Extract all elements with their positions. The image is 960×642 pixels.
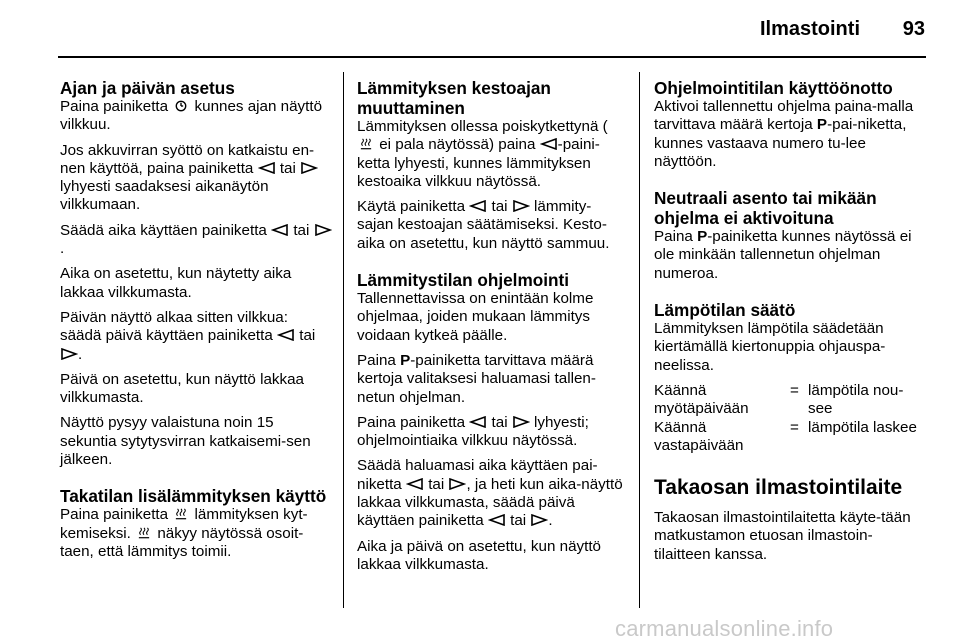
text: . [548, 512, 553, 530]
spacer [357, 260, 627, 270]
heater-icon [135, 527, 153, 539]
clock-icon [172, 100, 190, 112]
definition-description: lämpötila laskee [808, 418, 917, 436]
paragraph [60, 142, 332, 215]
paragraph: Takaosan ilmastointilaitetta käyte-tään matkustamon etuosan ilmastoin-tilaitteen kanssa. [654, 509, 911, 563]
paragraph [357, 198, 627, 253]
watermark: carmanualsonline.info [615, 616, 834, 641]
text: tai [295, 327, 316, 345]
text: Lämmityksen ollessa poiskytkettynä ( [357, 118, 608, 135]
paragraph [357, 118, 627, 191]
text: lyhyesti saadaksesi aikanäytön vilkkumaan. [60, 178, 269, 214]
text: lämmityksen kyt-kemiseksi. [60, 506, 308, 542]
definition-row [654, 382, 926, 419]
p-button-label: P [400, 351, 411, 369]
triangle-left-icon [540, 138, 558, 150]
triangle-left-icon [469, 200, 487, 212]
spacer [60, 476, 332, 486]
text: Käytä painiketta [357, 198, 470, 216]
heading-heating-programming: Lämmitystilan ohjelmointi [357, 270, 570, 291]
text: . [78, 345, 83, 363]
text: tai [289, 221, 314, 239]
heater-icon [172, 508, 190, 520]
text: tai [423, 475, 449, 493]
spacer [654, 178, 926, 188]
paragraph: Tallennettavissa on enintään kolme ohjelmaa, joiden mukaan lämmitys voidaan kytkeä päälle. [357, 290, 594, 344]
triangle-left-icon [406, 478, 424, 490]
paragraph [357, 352, 627, 407]
paragraph: Päivä on asetettu, kun näyttö lakkaa vilkkumasta. [60, 370, 305, 407]
text: ei pala näytössä) paina [375, 136, 540, 154]
definition-term: Käännä myötäpäivään [654, 381, 749, 418]
text: Säädä aika käyttäen painiketta [60, 221, 272, 239]
heater-icon [357, 138, 375, 150]
triangle-right-icon [512, 200, 530, 212]
heading-time-date-setting: Ajan ja päivän asetus [60, 78, 235, 98]
paragraph [60, 506, 332, 561]
triangle-right-icon [512, 416, 530, 428]
triangle-right-icon [60, 348, 78, 360]
page-number: 93 [902, 18, 925, 40]
text: , ja heti kun aika-näyttö lakkaa vilkkumasta, säädä päivä käyttäen painiketta [357, 475, 623, 530]
text: lämmity-sajan kestoajan säätämiseksi. Kesto-aika on asetettu, kun näyttö sammuu. [357, 198, 610, 252]
column-2 [357, 78, 627, 581]
paragraph: Näyttö pysyy valaistuna noin 15 sekuntia sytytysvirran katkaisemi-sen jälkeen. [60, 414, 311, 469]
heading-rear-heater: Takatilan lisälämmityksen käyttö [60, 486, 327, 507]
text: tai [275, 159, 301, 177]
triangle-left-icon [488, 514, 506, 526]
column-divider-2 [639, 72, 640, 608]
definition-term: Käännä vastapäivään [654, 418, 744, 454]
text: Paina [357, 351, 401, 369]
text: Päivän näyttö alkaa sitten vilkkua: säädä päivä käyttäen painiketta [60, 308, 288, 345]
triangle-right-icon [300, 162, 318, 174]
column-divider-1 [343, 72, 344, 608]
triangle-left-icon [469, 416, 487, 428]
paragraph [60, 309, 332, 364]
paragraph: Lämmityksen lämpötila säädetään kiertämällä kiertonuppia ohjauspa-neelissa. [654, 320, 886, 374]
column-1 [60, 78, 332, 568]
triangle-right-icon [530, 514, 548, 526]
paragraph [357, 414, 627, 451]
paragraph [60, 222, 332, 259]
text: -painiketta tarvittava määrä kertoja valitaksesi haluamasi tallen-netun ohjelman. [357, 351, 596, 406]
definition-separator: = [790, 381, 799, 399]
heading-program-activation: Ohjelmointitilan käyttöönotto [654, 78, 893, 98]
paragraph [60, 98, 332, 135]
column-3 [654, 78, 926, 571]
text: tai [505, 512, 531, 530]
text: -pai-niketta, kunnes vastaava numero tu-lee näyttöön. [654, 116, 907, 170]
paragraph: Aika ja päivä on asetettu, kun näyttö lakkaa vilkkumasta. [357, 537, 602, 573]
text: Jos akkuvirran syöttö on katkaistu en-nen käyttöä, paina painiketta [60, 141, 315, 177]
text: Paina painiketta [60, 506, 173, 524]
paragraph [654, 98, 926, 171]
p-button-label: P [816, 116, 828, 134]
text: . [60, 240, 65, 258]
spacer [654, 290, 926, 300]
triangle-left-icon [271, 224, 289, 236]
header-rule [58, 56, 926, 58]
text: lyhyesti; ohjelmointiaika vilkkuu näytössä. [357, 413, 589, 450]
text: Paina painiketta [60, 98, 173, 115]
text: Aktivoi tallennettu ohjelma paina-malla tarvittava määrä kertoja [654, 98, 914, 134]
triangle-right-icon [314, 224, 332, 236]
definition-row [654, 419, 926, 456]
heading-heating-duration: Lämmityksen kestoajan muuttaminen [357, 78, 551, 118]
text: kunnes ajan näyttö vilkkuu. [60, 98, 323, 134]
page-header-title: Ilmastointi [759, 18, 860, 40]
text: tai [487, 413, 512, 431]
text: näkyy näytössä osoit-taen, että lämmitys toimii. [60, 524, 304, 560]
p-button-label: P [697, 228, 708, 246]
heading-rear-air-conditioning: Takaosan ilmastointilaite [654, 476, 903, 500]
text: Paina painiketta [357, 413, 470, 431]
triangle-left-icon [277, 329, 295, 341]
heading-neutral-position: Neutraali asento tai mikään ohjelma ei aktivoituna [654, 188, 877, 229]
text: Säädä haluamasi aika käyttäen pai-niketta [357, 457, 598, 493]
text: Paina [654, 228, 698, 246]
triangle-left-icon [258, 162, 276, 174]
text: -paini-ketta lyhyesti, kunnes lämmityksen kestoaika vilkkuu näytössä. [357, 136, 600, 190]
definition-separator: = [790, 418, 799, 436]
triangle-right-icon [448, 478, 466, 490]
heading-temperature-control: Lämpötilan säätö [654, 300, 796, 321]
text: tai [487, 198, 512, 216]
paragraph: Aika on asetettu, kun näytetty aika lakkaa vilkkumasta. [60, 265, 292, 301]
text: -painiketta kunnes näytössä ei ole minkään tallennetun ohjelman numeroa. [654, 228, 912, 282]
definition-description: lämpötila nou-see [808, 381, 904, 418]
paragraph [654, 228, 926, 283]
paragraph [357, 457, 627, 530]
